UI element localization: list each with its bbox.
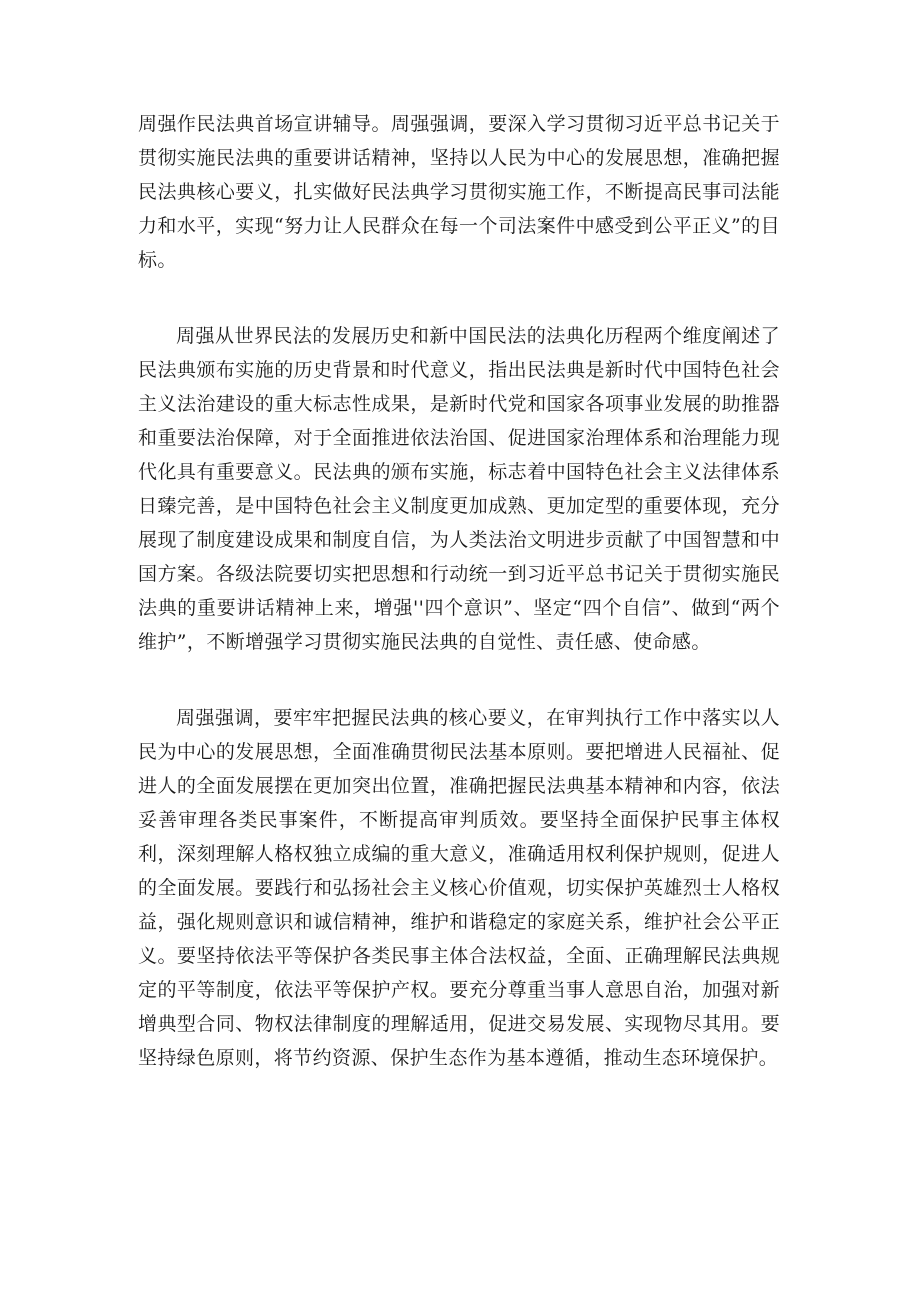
paragraph-3: 周强强调，要牢牢把握民法典的核心要义，在审判执行工作中落实以人民为中心的发展思想，全面准确贯彻民法基本原则。要把增进人民福祉、促进人的全面发展摆在更加突出位置，准确把握民法典基本精神和内容，依法妥善审理各类民事案件，不断提高审判质效。要坚持全面保护民事主体权利，深刻理解人格权独立成编的重大意义，准确适用权利保护规则，促进人的全面发展。要践行和弘扬社会主义核心价值观，切实保护英雄烈士人格权益，强化规则意识和诚信精神，维护和谐稳定的家庭关系，维护社会公平正义。要坚持依法平等保护各类民事主体合法权益，全面、正确理解民法典规定的平等制度，依法平等保护产权。要充分尊重当事人意思自治，加强对新增典型合同、物权法律制度的理解适用，促进交易发展、实现物尽其用。要坚持绿色原则，将节约资源、保护生态作为基本遵循，推动生态环境保护。 [138, 707, 780, 1069]
paragraph-2: 周强从世界民法的发展历史和新中国民法的法典化历程两个维度阐述了民法典颁布实施的历史背景和时代意义，指出民法典是新时代中国特色社会主义法治建设的重大标志性成果，是新时代党和国家各项事业发展的助推器和重要法治保障，对于全面推进依法治国、促进国家治理体系和治理能力现代化具有重要意义。民法典的颁布实施，标志着中国特色社会主义法律体系日臻完善，是中国特色社会主义制度更加成熟、更加定型的重要体现，充分展现了制度建设成果和制度自信，为人类法治文明进步贡献了中国智慧和中国方案。各级法院要切实把思想和行动统一到习近平总书记关于贯彻实施民法典的重要讲话精神上来，增强''四个意识”、坚定“四个自信”、做到“两个维护”，不断增强学习贯彻实施民法典的自觉性、责任感、使命感。 [138, 325, 780, 653]
article-body [138, 107, 780, 1075]
paragraph-1: 周强作民法典首场宣讲辅导。周强强调，要深入学习贯彻习近平总书记关于贯彻实施民法典的重要讲话精神，坚持以人民为中心的发展思想，准确把握民法典核心要义，扎实做好民法典学习贯彻实施工作，不断提高民事司法能力和水平，实现“努力让人民群众在每一个司法案件中感受到公平正义”的目标。 [138, 113, 780, 271]
